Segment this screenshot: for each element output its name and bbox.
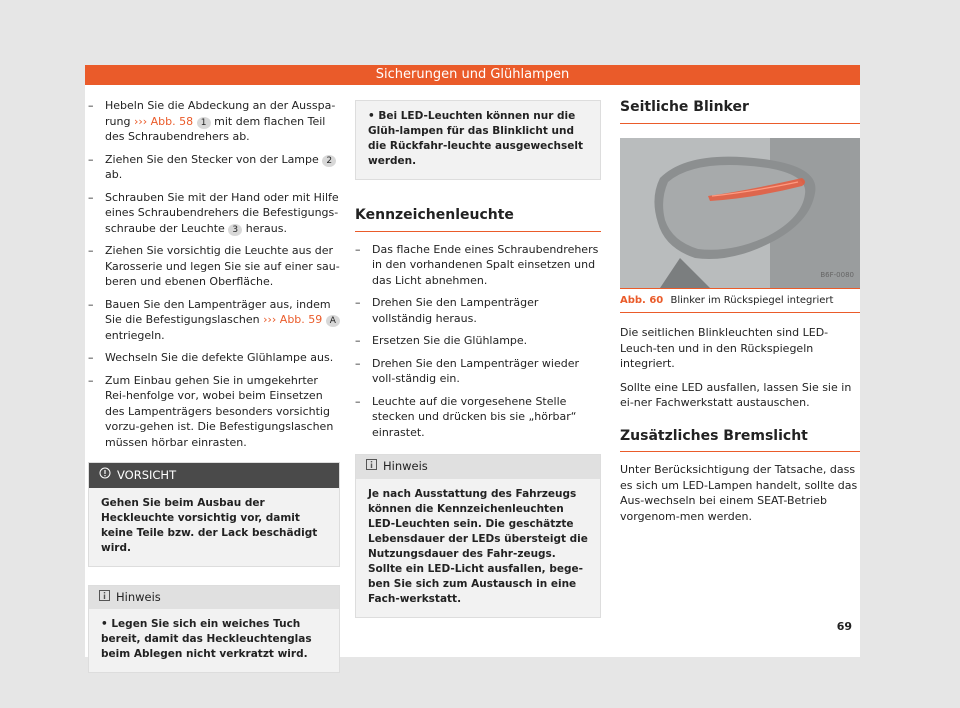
top-note-text: • Bei LED-Leuchten können nur die Glüh-lampen für das Blinklicht und die Rückfahr-leuchte ausgewechselt werden. — [368, 110, 583, 167]
caption-label: Abb. 60 — [620, 294, 664, 306]
list-item — [88, 98, 340, 145]
paragraph: Unter Berücksichtigung der Tatsache, dass es sich um LED-Lampen handelt, sollte das Aus-wechseln bei einem SEAT-Betrieb vorgenom-men werden. — [620, 463, 858, 523]
note-text: Je nach Ausstattung des Fahrzeugs können die Kennzeichenleuchten LED-Leuchten sein. Die geschätzte Lebensdauer der LEDs übersteigt die Nutzungsdauer des Fahr-zeugs. Sollte ein LED-Licht ausfallen, bege-ben Sie sich zum Austausch in eine Fach-werkstatt. — [368, 487, 588, 605]
caution-header — [89, 463, 339, 488]
step-text: entriegeln. — [105, 328, 165, 342]
mirror-illustration — [620, 138, 860, 288]
note-text: • Legen Sie sich ein weiches Tuch bereit, damit das Heckleuchtenglas beim Ablegen nicht verkratzt wird. — [101, 618, 312, 660]
list-item: – Ersetzen Sie die Glühlampe. — [355, 333, 601, 349]
caution-title: VORSICHT — [117, 467, 177, 482]
note-header — [356, 455, 600, 479]
column-middle — [355, 100, 601, 618]
page-number: 69 — [836, 620, 852, 633]
step-text: Ziehen Sie vorsichtig die Leuchte aus der Karosserie und legen Sie sie auf einer sau-beren und ebenen Oberfläche. — [105, 244, 340, 288]
list-item: – Leuchte auf die vorgesehene Stelle stecken und drücken bis sie „hörbar“ einrastet. — [355, 394, 601, 441]
info-icon — [99, 590, 110, 606]
figure-caption — [620, 288, 860, 314]
step-text: Hebeln Sie die Abdeckung an der Ausspa-rung — [105, 99, 336, 128]
list-item — [88, 152, 340, 183]
list-item: – Das flache Ende eines Schraubendrehers in den vorhandenen Spalt einsetzen und das Licht abnehmen. — [355, 242, 601, 289]
step-text: heraus. — [245, 221, 287, 235]
list-item — [88, 243, 340, 290]
caption-text: Blinker im Rückspiegel integriert — [670, 294, 834, 306]
step-text: ab. — [105, 168, 123, 181]
note-box — [88, 585, 340, 674]
step-text: Zum Einbau gehen Sie in umgekehrter Rei-henfolge vor, wobei beim Einsetzen des Lampenträgers besonders vorsichtig vorzu-gehen ist. Die Befestigungslaschen müssen hörbar einrasten. — [105, 373, 334, 449]
item-number-badge: A — [326, 315, 340, 327]
figure-reference: Abb. 59 — [279, 313, 323, 326]
step-list — [355, 242, 601, 441]
note-title: Hinweis — [383, 459, 428, 473]
figure-reference: Abb. 58 — [150, 114, 194, 128]
arrow-glyph: ››› — [133, 114, 148, 128]
paragraph: Die seitlichen Blinkleuchten sind LED-Leuch-ten und in den Rückspiegeln integriert. — [620, 326, 829, 370]
item-number-badge: 1 — [197, 117, 211, 129]
step-text: Wechseln Sie die defekte Glühlampe aus. — [105, 351, 334, 364]
list-item: – Drehen Sie den Lampenträger vollständig heraus. — [355, 295, 601, 326]
list-item: – Drehen Sie den Lampenträger wieder voll-ständig ein. — [355, 356, 601, 387]
figure-mirror — [620, 138, 860, 288]
list-item — [88, 373, 340, 451]
item-number-badge: 3 — [228, 224, 242, 236]
note-box — [355, 454, 601, 618]
column-left — [88, 98, 340, 673]
column-right — [620, 100, 860, 532]
caution-text: Gehen Sie beim Ausbau der Heckleuchte vorsichtig vor, damit keine Teile bzw. der Lack beschädigt wird. — [101, 496, 318, 554]
step-text: Schrauben Sie mit der Hand oder mit Hilfe eines Schraubendrehers die Befestigungs-schraube der Leuchte — [105, 190, 339, 235]
top-note-box — [355, 100, 601, 180]
info-icon — [366, 459, 377, 475]
section-title-seitliche-blinker: Seitliche Blinker — [620, 100, 860, 124]
step-text: Ziehen Sie den Stecker von der Lampe — [105, 152, 319, 166]
section-title-zusaetzliches-bremslicht: Zusätzliches Bremslicht — [620, 429, 860, 453]
note-title: Hinweis — [116, 589, 161, 604]
step-list — [88, 98, 340, 450]
caution-box — [88, 462, 340, 567]
arrow-glyph: ››› — [263, 313, 277, 326]
list-item — [88, 190, 340, 237]
list-item — [88, 297, 340, 344]
page-header: Sicherungen und Glühlampen — [85, 65, 860, 85]
step-text: Bauen Sie den Lampenträger aus, indem Sie die Befestigungslaschen — [105, 297, 331, 326]
step-text: mit dem flachen Teil des Schraubendrehers ab. — [105, 114, 326, 143]
list-item — [88, 350, 340, 366]
caution-icon — [99, 467, 111, 484]
paragraph: Sollte eine LED ausfallen, lassen Sie sie in ei-ner Fachwerkstatt austauschen. — [620, 380, 852, 409]
section-title-kennzeichenleuchte: Kennzeichenleuchte — [355, 208, 601, 232]
item-number-badge: 2 — [322, 155, 336, 167]
figure-id: B6F-0080 — [820, 271, 854, 279]
note-header — [89, 586, 339, 610]
